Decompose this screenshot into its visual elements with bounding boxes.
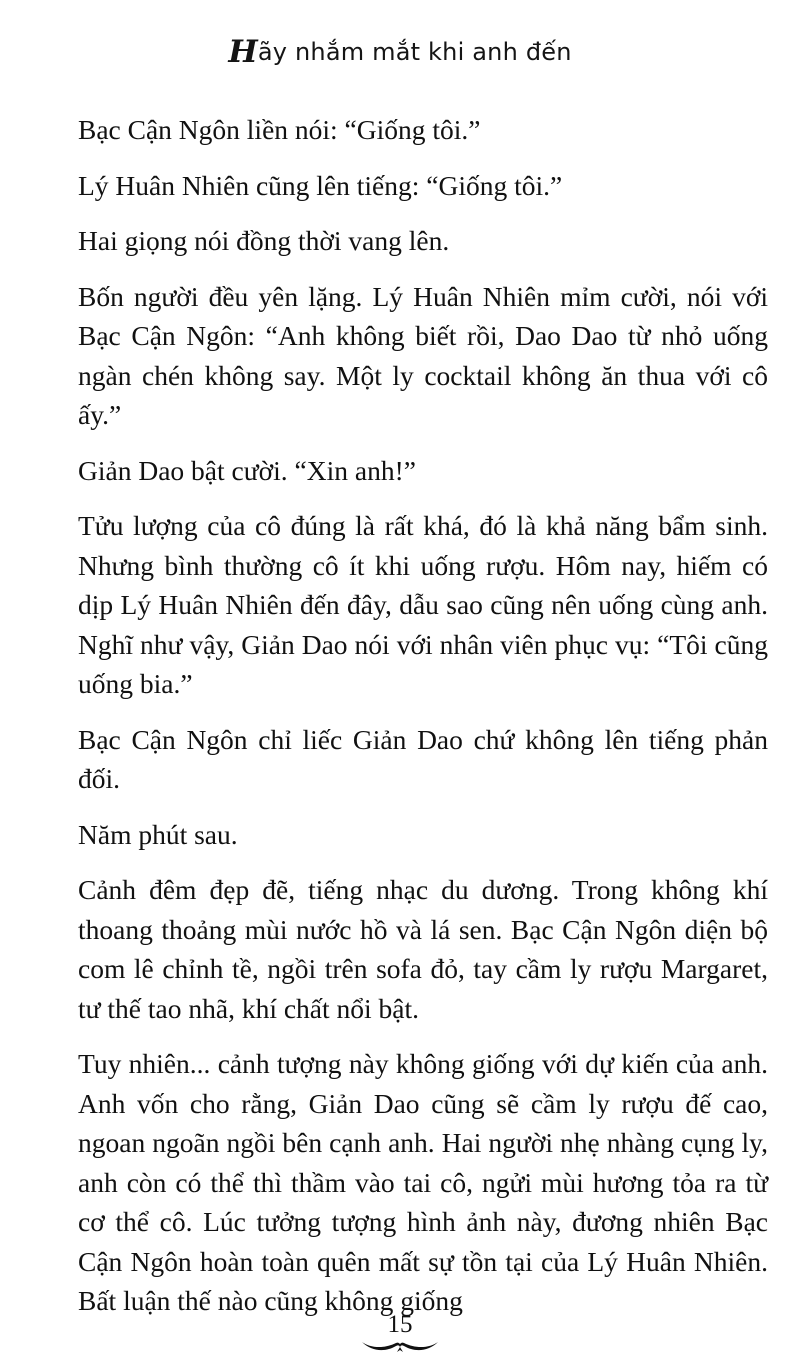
paragraph: Bốn người đều yên lặng. Lý Huân Nhiên mỉm cười, nói với Bạc Cận Ngôn: “Anh không biết rồi, Dao Dao từ nhỏ uống ngàn chén không say. Một ly cocktail không ăn thua với cô ấy.” [78, 280, 768, 430]
paragraph: Giản Dao bật cười. “Xin anh!” [78, 454, 416, 486]
paragraph: Bạc Cận Ngôn chỉ liếc Giản Dao chứ không lên tiếng phản đối. [78, 723, 768, 794]
paragraph: Năm phút sau. [78, 818, 238, 850]
paragraph: Cảnh đêm đẹp đẽ, tiếng nhạc du dương. Trong không khí thoang thoảng mùi nước hồ và lá sen. Bạc Cận Ngôn diện bộ com lê chỉnh tề, ngồi trên sofa đỏ, tay cầm ly rượu Margaret, tư thế tao nhã, khí chất nổi bật. [78, 874, 768, 1024]
paragraph: Lý Huân Nhiên cũng lên tiếng: “Giống tôi.” [78, 169, 563, 201]
paragraph: Tửu lượng của cô đúng là rất khá, đó là khả năng bẩm sinh. Nhưng bình thường cô ít khi uống rượu. Hôm nay, hiếm có dịp Lý Huân Nhiên đến đây, dẫu sao cũng nên uống cùng anh. Nghĩ như vậy, Giản Dao nói với nhân viên phục vụ: “Tôi cũng uống bia.” [78, 510, 768, 699]
header-title: ãy nhắm mắt khi anh đến [257, 38, 572, 66]
running-header [0, 34, 800, 70]
body-text [78, 110, 768, 1337]
page-footer [0, 1312, 800, 1354]
paragraph: Hai giọng nói đồng thời vang lên. [78, 225, 450, 256]
paragraph: Tuy nhiên... cảnh tượng này không giống với dự kiến của anh. Anh vốn cho rằng, Giản Dao cũng sẽ cầm ly rượu đế cao, ngoan ngoãn ngồi bên cạnh anh. Hai người nhẹ nhàng cụng ly, anh còn có thể thì thầm vào tai cô, ngửi mùi hương tỏa ra từ cơ thể cô. Lúc tưởng tượng hình ảnh này, đương nhiên Bạc Cận Ngôn hoàn toàn quên mất sự tồn tại của Lý Huân Nhiên. Bất luận thế nào cũng không giống [78, 1048, 768, 1316]
page-number: 15 [387, 1311, 413, 1338]
flourish-ornament-icon [360, 1338, 440, 1354]
paragraph: Bạc Cận Ngôn liền nói: “Giống tôi.” [78, 114, 481, 145]
header-drop-letter: H [228, 34, 258, 70]
